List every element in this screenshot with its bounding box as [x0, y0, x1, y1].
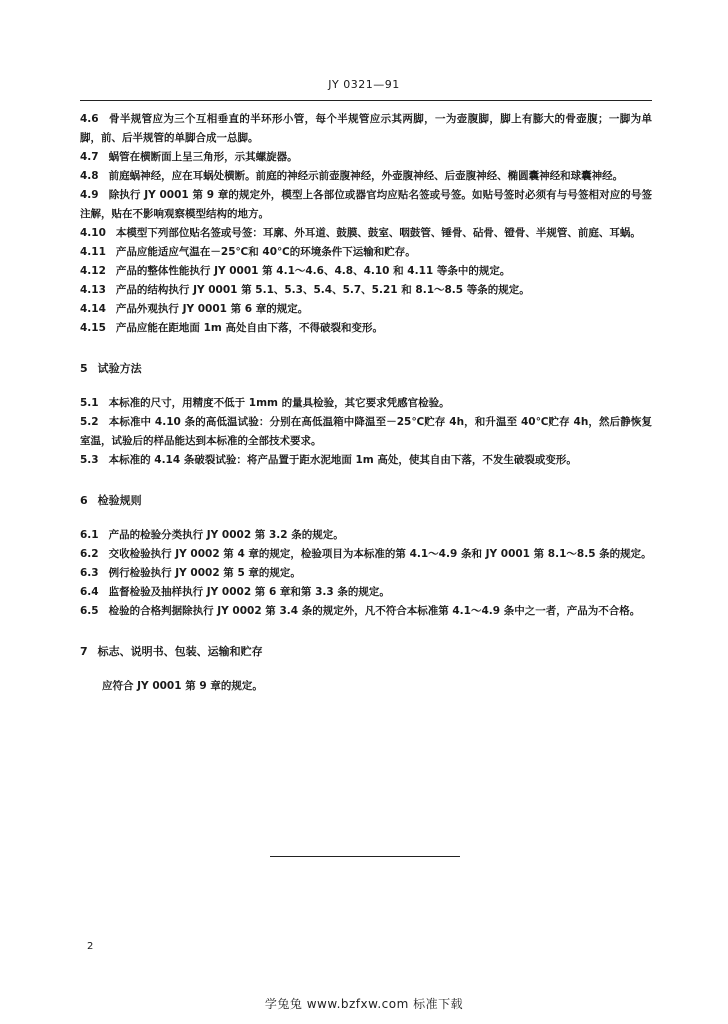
clause [80, 451, 652, 470]
clause-text: 本标准的尺寸，用精度不低于 1mm 的量具检验，其它要求凭感官检验。 [108, 397, 450, 409]
clause-number: 5.3 [80, 454, 99, 466]
clause [80, 243, 652, 262]
clause-number: 4.7 [80, 151, 99, 163]
section-number: 5 [80, 362, 88, 375]
section-heading-test-methods [80, 360, 652, 376]
clause [80, 564, 652, 583]
clause-text: 产品外观执行 JY 0001 第 6 章的规定。 [115, 303, 309, 315]
clause-text: 检验的合格判据除执行 JY 0002 第 3.4 条的规定外，凡不符合本标准第 4.1～4.9 条中之一者，产品为不合格。 [108, 605, 641, 617]
standard-code-header: JY 0321—91 [328, 78, 400, 91]
clause [80, 602, 652, 621]
clause-text: 除执行 JY 0001 第 9 章的规定外，模型上各部位或器官均应贴名签或号签。如贴号签时必须有与号签相对应的号签注解，贴在不影响观察模型结构的地方。 [80, 189, 652, 220]
clauses-section-5 [80, 394, 652, 470]
clause-text: 本模型下列部位贴名签或号签：耳廓、外耳道、鼓膜、鼓室、咽鼓管、锤骨、砧骨、镫骨、半规管、前庭、耳蜗。 [115, 227, 641, 239]
clauses-section-4 [80, 110, 652, 338]
clause [80, 394, 652, 413]
clause [80, 186, 652, 224]
clause [80, 545, 652, 564]
section-heading-inspection-rules [80, 492, 652, 508]
clause-text: 产品的结构执行 JY 0001 第 5.1、5.3、5.4、5.7、5.21 和 8.1～8.5 等条的规定。 [115, 284, 530, 296]
section-title: 检验规则 [97, 494, 142, 507]
clause [80, 262, 652, 281]
clause [80, 167, 652, 186]
clause-number: 6.1 [80, 529, 99, 541]
clause [80, 319, 652, 338]
clause-number: 5.2 [80, 416, 99, 428]
clause-number: 4.9 [80, 189, 99, 201]
clause [80, 148, 652, 167]
clause-number: 4.14 [80, 303, 106, 315]
clause [80, 413, 652, 451]
clauses-section-6 [80, 526, 652, 621]
section-7-text: 应符合 JY 0001 第 9 章的规定。 [102, 680, 263, 692]
footer-watermark: 学兔兔 www.bzfxw.com 标准下载 [264, 997, 464, 1011]
clause-number: 6.4 [80, 586, 99, 598]
clause-number: 4.6 [80, 113, 99, 125]
clause-text: 前庭蜗神经，应在耳蜗处横断。前庭的神经示前壶腹神经，外壶腹神经、后壶腹神经、椭圆囊神经和球囊神经。 [108, 170, 624, 182]
clause-text: 产品应能在距地面 1m 高处自由下落，不得破裂和变形。 [115, 322, 383, 334]
spacer [80, 376, 652, 394]
clause [80, 281, 652, 300]
spacer [80, 508, 652, 526]
clause-text: 本标准中 4.10 条的高低温试验：分别在高低温箱中降温至－25℃贮存 4h，和升温至 40℃贮存 4h，然后静恢复室温，试验后的样品能达到本标准的全部技术要求。 [80, 416, 652, 447]
clause [80, 526, 652, 545]
clause-number: 4.11 [80, 246, 106, 258]
clause-text: 交收检验执行 JY 0002 第 4 章的规定，检验项目为本标准的第 4.1～4.9 条和 JY 0001 第 8.1～8.5 条的规定。 [108, 548, 652, 560]
section-number: 7 [80, 645, 88, 658]
spacer [80, 470, 652, 492]
clause-text: 产品应能适应气温在－25℃和 40℃的环境条件下运输和贮存。 [115, 246, 416, 258]
clause-text: 产品的检验分类执行 JY 0002 第 3.2 条的规定。 [108, 529, 344, 541]
clause-text: 骨半规管应为三个互相垂直的半环形小管，每个半规管应示其两脚，一为壶腹脚，脚上有膨大的骨壶腹；一脚为单脚，前、后半规管的单脚合成一总脚。 [80, 113, 652, 144]
clause [80, 583, 652, 602]
header-divider [80, 100, 652, 101]
end-of-document-rule [270, 856, 460, 857]
document-body [80, 110, 652, 696]
spacer [80, 659, 652, 677]
page-number: 2 [87, 941, 94, 952]
clause-text: 本标准的 4.14 条破裂试验：将产品置于距水泥地面 1m 高处，使其自由下落，不发生破裂或变形。 [108, 454, 577, 466]
clause-number: 6.2 [80, 548, 99, 560]
clause-text: 蜗管在横断面上呈三角形，示其螺旋器。 [108, 151, 298, 163]
clause [80, 224, 652, 243]
clause-number: 4.13 [80, 284, 106, 296]
section-title: 试验方法 [97, 362, 142, 375]
clause-text: 例行检验执行 JY 0002 第 5 章的规定。 [108, 567, 301, 579]
clause [80, 110, 652, 148]
clause-number: 5.1 [80, 397, 99, 409]
clause-number: 4.10 [80, 227, 106, 239]
clause-number: 6.3 [80, 567, 99, 579]
section-number: 6 [80, 494, 88, 507]
section-title: 标志、说明书、包装、运输和贮存 [97, 645, 263, 658]
clause-number: 6.5 [80, 605, 99, 617]
clause-number: 4.15 [80, 322, 106, 334]
clause-number: 4.12 [80, 265, 106, 277]
spacer [80, 621, 652, 643]
clause-text: 产品的整体性能执行 JY 0001 第 4.1～4.6、4.8、4.10 和 4.11 等条中的规定。 [115, 265, 511, 277]
section-heading-marking-packaging [80, 643, 652, 659]
clause [80, 300, 652, 319]
clause-text: 监督检验及抽样执行 JY 0002 第 6 章和第 3.3 条的规定。 [108, 586, 390, 598]
spacer [80, 338, 652, 360]
clause-number: 4.8 [80, 170, 99, 182]
